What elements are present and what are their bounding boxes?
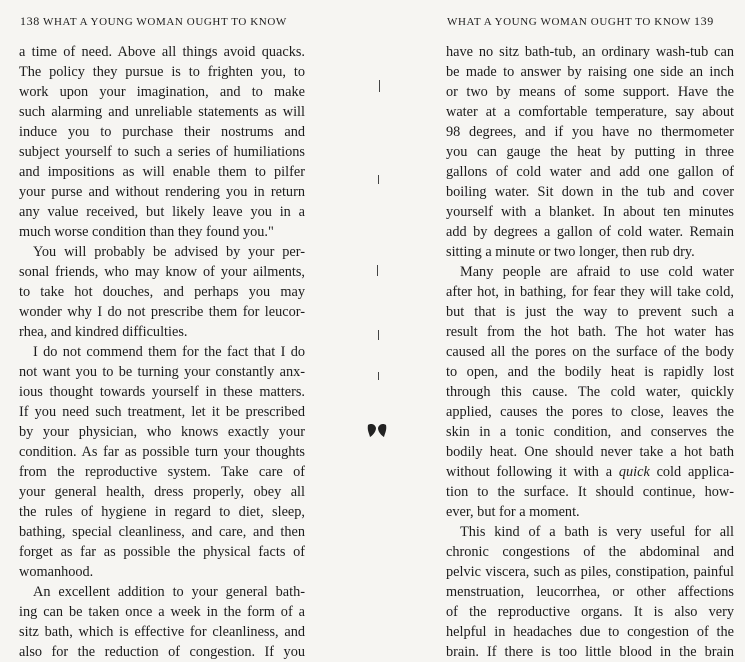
text-line: such alarming and unreliable statements as will <box>19 104 305 120</box>
text-line: you can gauge the heat by putting in three <box>446 144 734 160</box>
text-line: be made to answer by raising one side an inch <box>446 64 734 80</box>
right-page <box>372 0 745 660</box>
text-line: This kind of a bath is very useful for all <box>460 524 734 540</box>
text-line: add by degrees a gallon of cold water. Remain <box>446 224 734 240</box>
text-line: your general health, dress properly, obey all <box>19 484 305 500</box>
text-line: sitting a minute or two longer, then rub dry. <box>446 244 695 260</box>
text-line: induce you to purchase their nostrums and <box>19 124 305 140</box>
gutter-mark <box>378 175 379 184</box>
text-line: have no sitz bath-tub, an ordinary wash-tub can <box>446 44 734 60</box>
text-line: bathing, special cleanliness, and care, and then <box>19 524 305 540</box>
text-line: chronic congestions of the abdominal and <box>446 544 734 560</box>
gutter-mark <box>379 80 380 92</box>
text-line: of the reproductive organs. It is also very <box>446 604 734 620</box>
text-line: wonder why I do not prescribe them for leucor- <box>19 304 305 320</box>
line-end: cold applica- <box>649 464 734 480</box>
text-line: through this cause. The cold water, quickly <box>446 384 734 400</box>
text-line: ing can be taken once a week in the form of a <box>19 604 305 620</box>
text-line: applied, causes the pores to close, leaves the <box>446 404 734 420</box>
text-line: any value received, but likely leave you in a <box>19 204 305 220</box>
left-page-body <box>19 42 305 662</box>
text-line: menstruation, leucorrhea, or other affections <box>446 584 734 600</box>
text-line: much worse condition than they found you." <box>19 224 274 240</box>
text-line: skin in a tonic condition, and conserves the <box>446 424 734 440</box>
text-line: after hot, in bathing, for fear they will take cold, <box>446 284 734 300</box>
text-line: condition. As far as possible turn your thoughts <box>19 444 305 460</box>
text-line: by your physician, who knows exactly your <box>19 424 305 440</box>
book-gutter <box>372 0 374 565</box>
text-line: bodily heat. One should never take a hot bath <box>446 444 734 460</box>
text-line: subject yourself to such a series of humiliations <box>19 144 305 160</box>
text-line: to take hot douches, and perhaps you may <box>19 284 305 300</box>
text-line: brain. If there is too little blood in the brain <box>446 644 734 660</box>
right-page-header <box>447 14 714 29</box>
text-line: to open, and the bodily heat is rapidly lost <box>446 364 734 380</box>
left-page-number: 138 <box>20 14 40 28</box>
text-line: pelvic viscera, such as piles, constipation, painful <box>446 564 734 580</box>
text-line: The policy they pursue is to frighten you, to <box>19 64 305 80</box>
text-line-with-italic <box>446 462 734 482</box>
text-line: or two by means of some support. Have the <box>446 84 734 100</box>
left-running-title: WHAT A YOUNG WOMAN OUGHT TO KNOW <box>42 16 287 28</box>
text-line: gallons of cold water and add one gallon of <box>446 164 734 180</box>
text-line: result from the hot bath. The hot water has <box>446 324 734 340</box>
right-page-body <box>446 42 734 662</box>
text-line: tion to the surface. It should continue, how- <box>446 484 734 500</box>
text-line: yourself with a blanket. In about ten minutes <box>446 204 734 220</box>
gutter-mark <box>377 265 378 276</box>
left-page <box>0 0 372 660</box>
text-line: womanhood. <box>19 564 94 580</box>
right-page-number: 139 <box>694 14 714 28</box>
gutter-mark <box>378 372 379 380</box>
text-line: a time of need. Above all things avoid quacks. <box>19 44 305 60</box>
text-line: ious thought towards yourself in these matters. <box>19 384 305 400</box>
right-running-title: WHAT A YOUNG WOMAN OUGHT TO KNOW <box>447 16 691 28</box>
text-line: An excellent addition to your general bath- <box>33 584 305 600</box>
gutter-mark <box>378 330 379 340</box>
text-line: your purse and without rendering you in return <box>19 184 305 200</box>
text-line: rhea, and kindred difficulties. <box>19 324 188 340</box>
ink-smudge-icon <box>366 422 388 440</box>
text-line: not want you to be turning your constantly anx- <box>19 364 305 380</box>
text-line: water at a comfortable temperature, say about <box>446 104 734 120</box>
text-line: work upon your imagination, and to make <box>19 84 305 100</box>
left-page-header <box>20 14 287 29</box>
text-line: from the reproductive system. Take care of <box>19 464 305 480</box>
text-line: 98 degrees, and if you have no thermometer <box>446 124 734 140</box>
italic-word: quick <box>618 464 650 480</box>
text-line: also for the reduction of congestion. If you <box>19 644 305 660</box>
text-line: sonal friends, who may know of your ailments, <box>19 264 305 280</box>
text-line: sitz bath, which is effective for cleanliness, and <box>19 624 305 640</box>
text-line: and impositions as will enable them to pilfer <box>19 164 305 180</box>
text-line: I do not commend them for the fact that I do <box>33 344 305 360</box>
text-line: helpful in headaches due to congestion of the <box>446 624 734 640</box>
text-line: the rules of hygiene in regard to diet, sleep, <box>19 504 305 520</box>
line-start: without following it with a <box>446 464 619 480</box>
text-line: ever, but for a moment. <box>446 504 580 520</box>
text-line: Many people are afraid to use cold water <box>460 264 734 280</box>
text-line: but that is just the way to prevent such a <box>446 304 734 320</box>
text-line: boiling water. Sit down in the tub and cover <box>446 184 734 200</box>
text-line: If you need such treatment, let it be prescribed <box>19 404 305 420</box>
text-line: You will probably be advised by your per- <box>33 244 305 260</box>
text-line: forget as far as possible the physical facts of <box>19 544 305 560</box>
text-line: caused all the pores on the surface of the body <box>446 344 734 360</box>
